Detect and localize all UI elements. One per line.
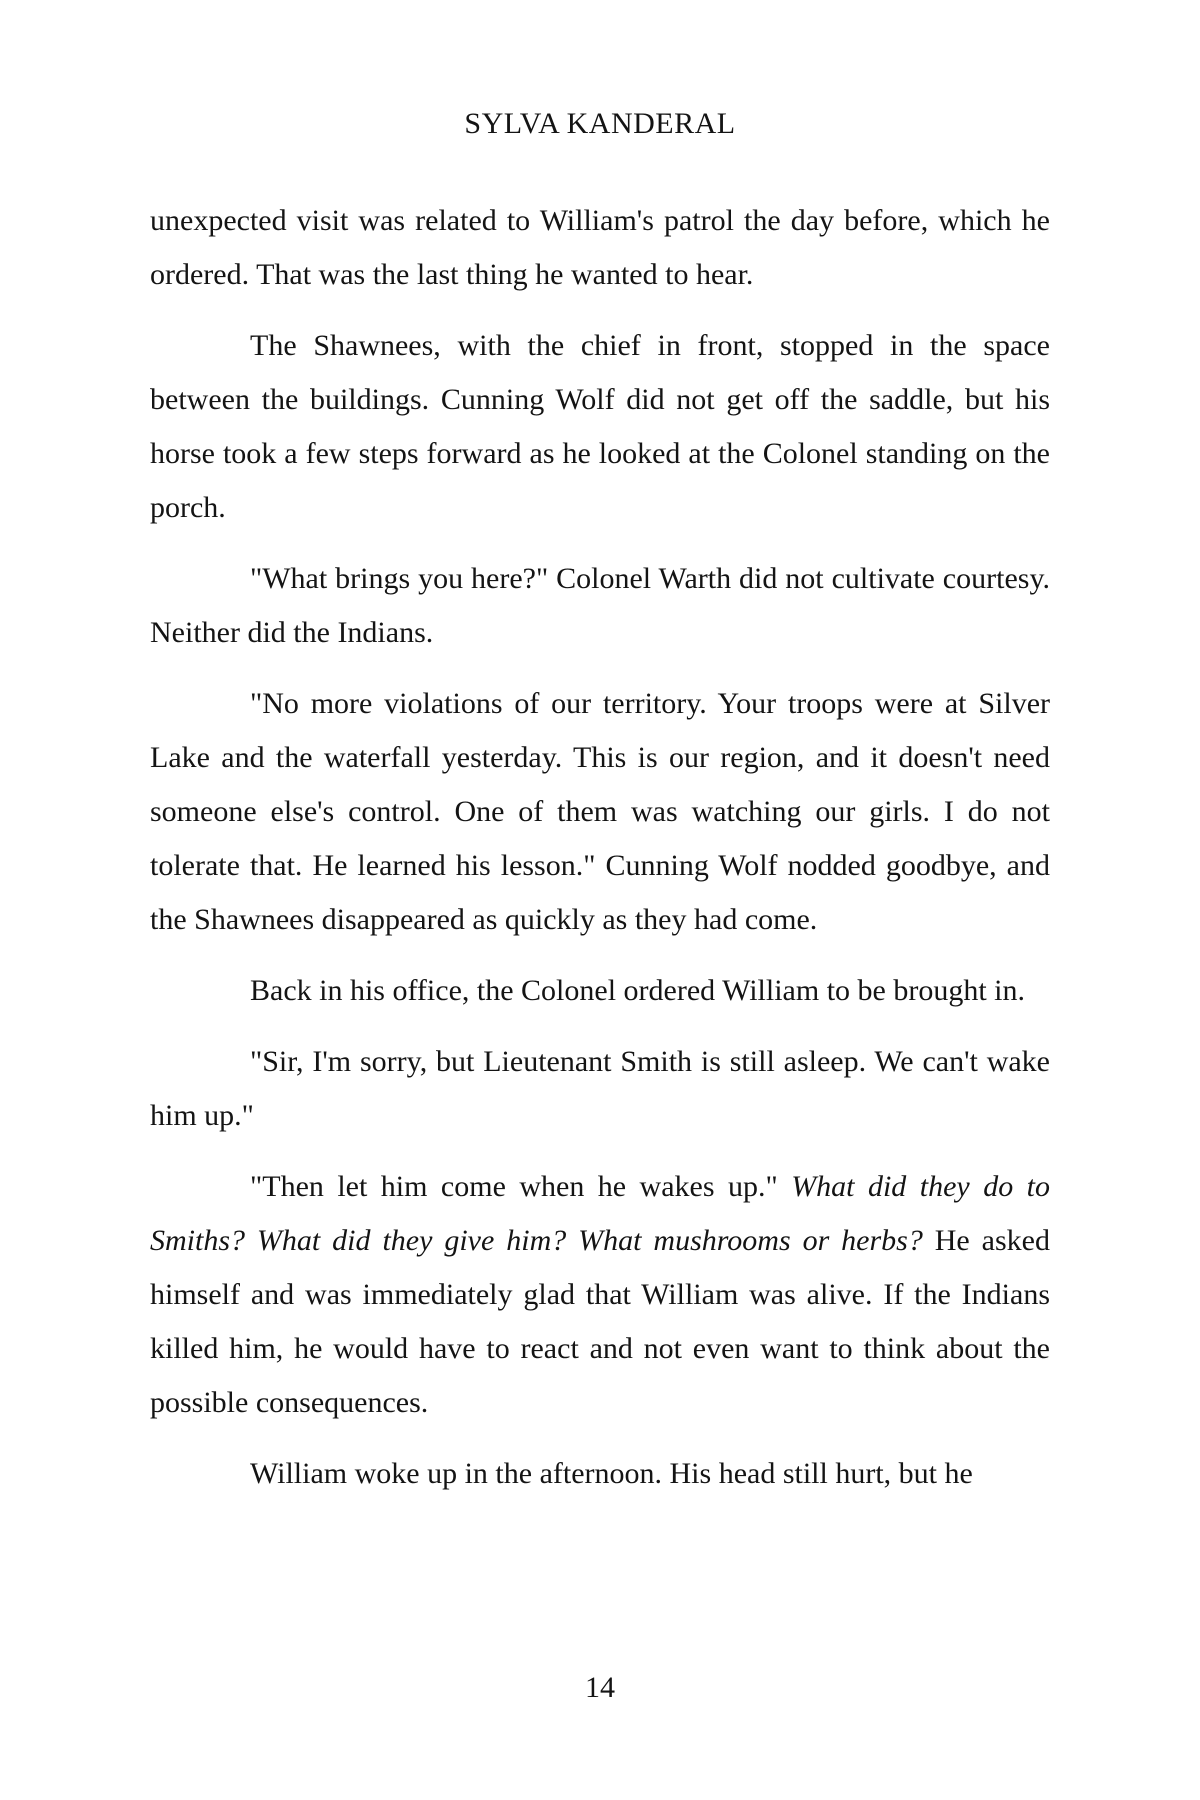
page-number: 14 — [585, 1671, 615, 1704]
paragraph-7 — [150, 1160, 1050, 1430]
body-text — [150, 194, 1050, 1518]
paragraph-1: unexpected visit was related to William's patrol the day before, which he ordered. That was the last thing he wanted to hear. — [150, 204, 1050, 291]
paragraph-6: "Sir, I'm sorry, but Lieutenant Smith is still asleep. We can't wake him up." — [150, 1045, 1050, 1132]
paragraph-4: "No more violations of our territory. Your troops were at Silver Lake and the waterfall yesterday. This is our region, and it doesn't need someone else's control. One of them was watching our girls. I do not tolerate that. He learned his lesson." Cunning Wolf nodded goodbye, and the Shawnees disappeared as quickly as they had come. — [150, 687, 1050, 936]
paragraph-2: The Shawnees, with the chief in front, stopped in the space between the buildings. Cunning Wolf did not get off the saddle, but his horse took a few steps forward as he looked at the Colonel standing on the porch. — [150, 329, 1050, 524]
paragraph-7-italic-thought: What did they do to Smiths? What did they give him? What mushrooms or herbs? — [150, 1170, 1050, 1257]
paragraph-7-start: "Then let him come when he wakes up." — [250, 1170, 792, 1203]
paragraph-7-end: He asked himself and was immediately glad that William was alive. If the Indians killed him, he would have to react and not even want to think about the possible consequences. — [150, 1224, 1050, 1419]
paragraph-5: Back in his office, the Colonel ordered William to be brought in. — [250, 974, 1026, 1007]
running-header: SYLVA KANDERAL — [464, 107, 736, 140]
paragraph-8: William woke up in the afternoon. His head still hurt, but he — [250, 1457, 973, 1490]
paragraph-3: "What brings you here?" Colonel Warth did not cultivate courtesy. Neither did the Indians. — [150, 562, 1050, 649]
